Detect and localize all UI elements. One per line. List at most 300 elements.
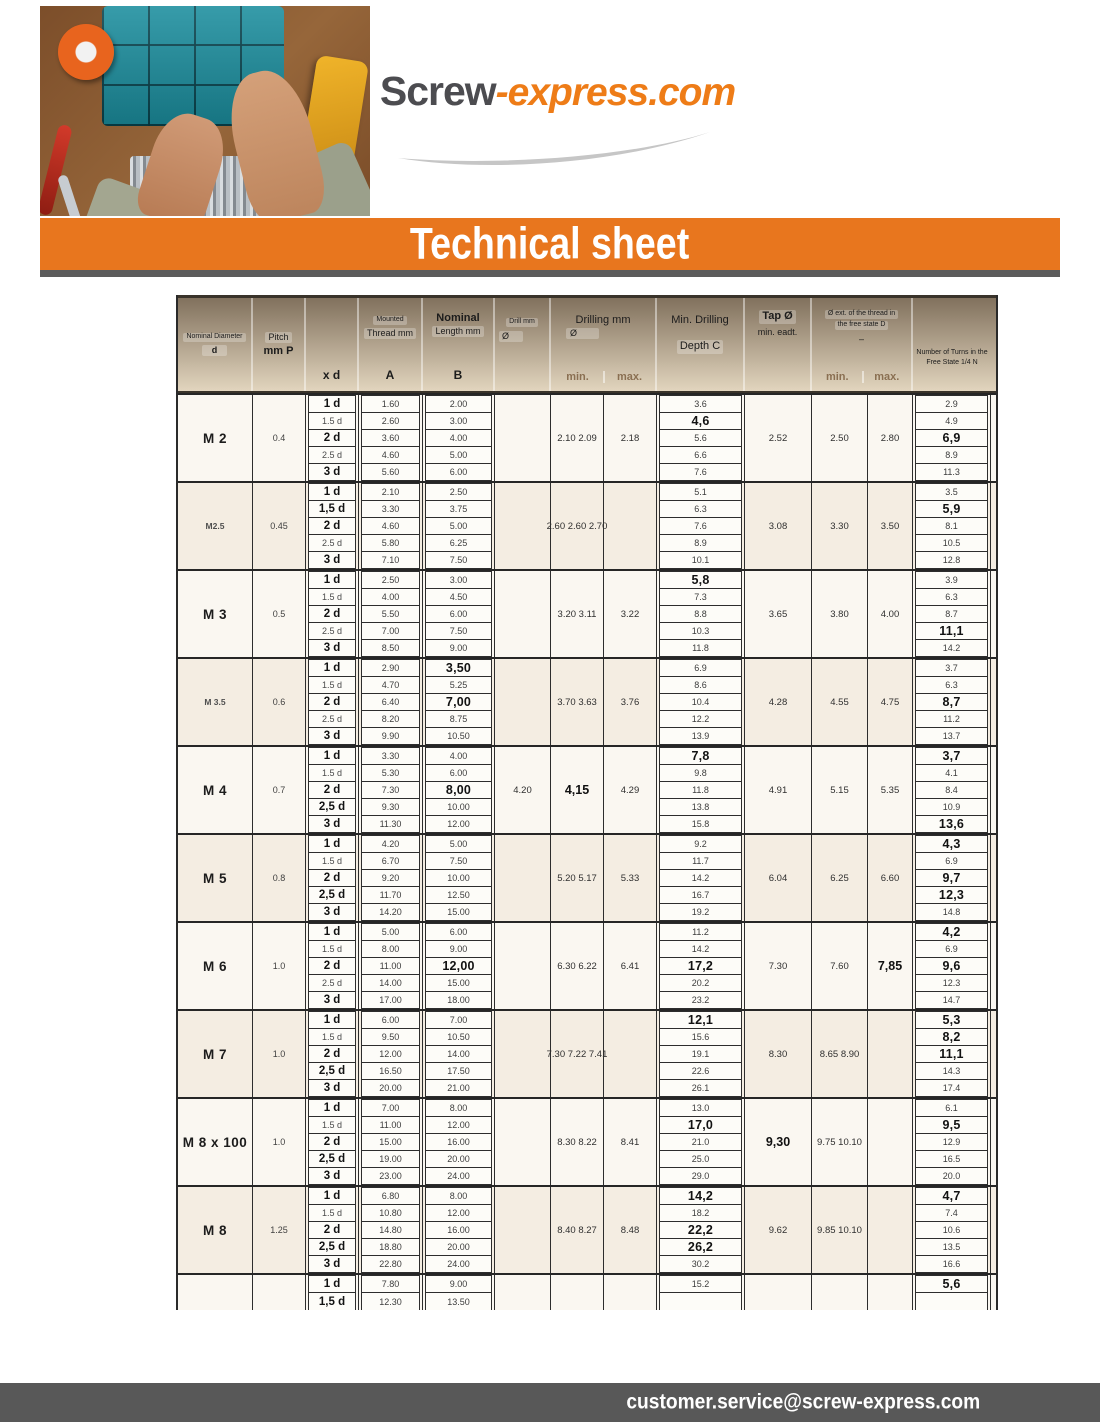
cell-diameter: M 4 (178, 747, 253, 833)
hero-band (0, 0, 1100, 218)
cell-box: 3.30 (361, 500, 420, 518)
cell-length-b (423, 835, 495, 921)
cell-box: 1.5 d (308, 852, 356, 870)
cell-box: 24.00 (425, 1255, 492, 1273)
cell-box: 8.6 (659, 676, 742, 694)
header-xd: x d (306, 298, 359, 391)
cell-freestate-min: 7.60 (812, 923, 868, 1009)
cell-box: 3.00 (425, 412, 492, 430)
cell-box: 3 d (308, 1255, 356, 1273)
cell-box: 15.8 (659, 815, 742, 833)
cell-box: 9.20 (361, 869, 420, 887)
header-freestate-min: min. (825, 371, 849, 383)
cell-box: 2 d (308, 957, 356, 975)
cell-box: 12.50 (425, 886, 492, 904)
cell-xd (306, 1099, 359, 1185)
cell-box: 2.90 (361, 659, 420, 677)
cell-box: 1.5 d (308, 588, 356, 606)
cell-box: 18.80 (361, 1238, 420, 1256)
cell-freestate-max (868, 1099, 913, 1185)
cell-box: 1.5 d (308, 1204, 356, 1222)
logo-text-express: -express.com (495, 71, 736, 114)
cell-pitch: 0.45 (253, 483, 306, 569)
cell-drilling-min: 6.30 6.22 (551, 923, 604, 1009)
cell-box: 3.60 (361, 429, 420, 447)
cell-box: 9.90 (361, 727, 420, 745)
cell-drill (495, 1275, 551, 1310)
logo-zone (370, 6, 745, 216)
banner (40, 218, 1060, 270)
cell-box: 2.00 (425, 395, 492, 413)
table-row (178, 1273, 996, 1310)
cell-box: 2 d (308, 781, 356, 799)
cell-box: 15.2 (659, 1275, 742, 1294)
cell-box: 3.6 (659, 395, 742, 413)
cell-box: 1.5 d (308, 764, 356, 782)
header-drilling-max: max. (603, 371, 654, 383)
brand-logo (370, 68, 745, 115)
cell-box: 2 d (308, 1045, 356, 1063)
cell-tap (745, 1275, 812, 1310)
cell-box: 3 d (308, 727, 356, 745)
cell-freestate-max: 3.50 (868, 483, 913, 569)
cell-depth-c (657, 747, 745, 833)
header-number-of-turns: Number of Turns in the Free State 1/4 N (916, 349, 988, 366)
cell-box: 6.40 (361, 693, 420, 711)
cell-box: 13,6 (915, 815, 988, 833)
cell-box: 14.2 (659, 869, 742, 887)
cell-box: 2.50 (425, 483, 492, 501)
cell-turns (913, 1011, 991, 1097)
cell-diameter: M 2 (178, 395, 253, 481)
cell-box: 14.20 (361, 903, 420, 921)
cell-box: 1.5 d (308, 1028, 356, 1046)
cell-drilling-min: 3.70 3.63 (551, 659, 604, 745)
cell-box: 9.2 (659, 835, 742, 853)
cell-tap: 4.28 (745, 659, 812, 745)
cell-turns (913, 747, 991, 833)
cell-box: 10.80 (361, 1204, 420, 1222)
cell-box: 11.8 (659, 639, 742, 657)
cell-box: 4,2 (915, 923, 988, 941)
cell-box: 11.00 (361, 957, 420, 975)
cell-box: 11,1 (915, 622, 988, 640)
table-row (178, 745, 996, 833)
cell-box: 3,50 (425, 659, 492, 677)
cell-box: 19.00 (361, 1150, 420, 1168)
cell-box: 22.6 (659, 1062, 742, 1080)
cell-thread-a (359, 395, 423, 481)
cell-box: 14.3 (915, 1062, 988, 1080)
cell-box: 8,7 (915, 693, 988, 711)
cell-box: 3 d (308, 639, 356, 657)
cell-box: 6.9 (915, 852, 988, 870)
cell-box: 1 d (308, 923, 356, 941)
cell-box: 7.50 (425, 622, 492, 640)
cell-box: 1.60 (361, 395, 420, 413)
cell-freestate-min (812, 1275, 868, 1310)
cell-depth-c (657, 571, 745, 657)
cell-box: 6,9 (915, 429, 988, 447)
cell-box: 4.20 (361, 835, 420, 853)
cell-box: 18.00 (425, 991, 492, 1009)
cell-pitch: 1.25 (253, 1187, 306, 1273)
cell-depth-c (657, 835, 745, 921)
cell-tap: 3.65 (745, 571, 812, 657)
header-drilling-min: min. (566, 371, 589, 383)
cell-box: 8.7 (915, 605, 988, 623)
cell-pitch: 0.4 (253, 395, 306, 481)
cell-diameter: M 3 (178, 571, 253, 657)
cell-box: 12.9 (915, 1133, 988, 1151)
cell-drill (495, 1187, 551, 1273)
cell-box: 3.9 (915, 571, 988, 589)
cell-box: 1 d (308, 1187, 356, 1205)
cell-box: 16.00 (425, 1133, 492, 1151)
table-row (178, 393, 996, 481)
cell-box: 1.5 d (308, 412, 356, 430)
cell-box: 9.8 (659, 764, 742, 782)
cell-box: 3 d (308, 991, 356, 1009)
cell-thread-a (359, 483, 423, 569)
table-row (178, 1097, 996, 1185)
cell-pitch: 1.0 (253, 923, 306, 1009)
cell-box: 1 d (308, 1099, 356, 1117)
cell-box: 2,5 d (308, 1238, 356, 1256)
cell-box: 5.6 (659, 429, 742, 447)
cell-box: 2 d (308, 429, 356, 447)
cell-box: 4.70 (361, 676, 420, 694)
cell-drill (495, 835, 551, 921)
cell-box: 3 d (308, 1079, 356, 1097)
cell-freestate-max: 4.00 (868, 571, 913, 657)
header-freestate-max: max. (862, 371, 911, 383)
cell-box: 11.2 (915, 710, 988, 728)
cell-box: 2,5 d (308, 798, 356, 816)
cell-box: 2.5 d (308, 534, 356, 552)
cell-drill (495, 571, 551, 657)
cell-box: 13.50 (425, 1292, 492, 1310)
cell-box: 6.3 (659, 500, 742, 518)
cell-tap: 7.30 (745, 923, 812, 1009)
cell-depth-c (657, 483, 745, 569)
cell-drill (495, 659, 551, 745)
cell-drilling-max: 8.48 (604, 1187, 657, 1273)
header-nominal-length: Nominal Length mm B (423, 298, 495, 391)
cell-drilling-max (604, 483, 657, 569)
cell-box: 11.00 (361, 1116, 420, 1134)
cell-box: 3 d (308, 903, 356, 921)
cell-length-b (423, 483, 495, 569)
header-nominal-diameter: Nominal Diameter d (178, 298, 253, 391)
cell-box: 10.9 (915, 798, 988, 816)
cell-tap: 9.62 (745, 1187, 812, 1273)
cell-pitch: 1.0 (253, 1099, 306, 1185)
cell-box: 4.00 (425, 747, 492, 765)
cell-tap: 4.91 (745, 747, 812, 833)
screws-pile-photo (745, 6, 1060, 216)
cell-thread-a (359, 835, 423, 921)
cell-box: 11.3 (915, 463, 988, 481)
cell-xd (306, 747, 359, 833)
cell-box: 19.1 (659, 1045, 742, 1063)
cell-box: 3.00 (425, 571, 492, 589)
cell-freestate-max (868, 1275, 913, 1310)
cell-drilling-min: 3.20 3.11 (551, 571, 604, 657)
cell-box: 15.00 (361, 1133, 420, 1151)
cell-pitch: 0.7 (253, 747, 306, 833)
cell-box: 2.9 (915, 395, 988, 413)
cell-xd (306, 659, 359, 745)
cell-freestate-min: 5.15 (812, 747, 868, 833)
cell-box: 4,6 (659, 412, 742, 430)
cell-box: 10.50 (425, 1028, 492, 1046)
cell-box: 2.5 d (308, 974, 356, 992)
cell-depth-c (657, 659, 745, 745)
cell-box: 2 d (308, 693, 356, 711)
cell-box: 12.00 (425, 1204, 492, 1222)
cell-box: 15.6 (659, 1028, 742, 1046)
cell-box: 7.4 (915, 1204, 988, 1222)
cell-box: 11.70 (361, 886, 420, 904)
cell-box: 5,9 (915, 500, 988, 518)
header-pitch: Pitch mm P (253, 298, 306, 391)
cell-turns (913, 1275, 991, 1310)
cell-box: 9.00 (425, 940, 492, 958)
cell-box: 12,1 (659, 1011, 742, 1029)
cell-box: 13.7 (915, 727, 988, 745)
cell-box: 10.1 (659, 551, 742, 569)
cell-drilling-min: 7.30 7.22 7.41 (551, 1011, 604, 1097)
cell-thread-a (359, 659, 423, 745)
cell-thread-a (359, 1187, 423, 1273)
cell-box: 7.50 (425, 551, 492, 569)
cell-box: 3.75 (425, 500, 492, 518)
cell-box: 5.1 (659, 483, 742, 501)
cell-box: 13.0 (659, 1099, 742, 1117)
table-row (178, 921, 996, 1009)
cell-freestate-max: 2.80 (868, 395, 913, 481)
cell-freestate-max (868, 1011, 913, 1097)
cell-box: 6.00 (425, 605, 492, 623)
table-header (178, 295, 996, 393)
cell-box: 4,3 (915, 835, 988, 853)
cell-box: 9.30 (361, 798, 420, 816)
cell-box: 10.50 (425, 727, 492, 745)
cell-box: 1.5 d (308, 676, 356, 694)
cell-freestate-min: 3.80 (812, 571, 868, 657)
cell-box: 9.00 (425, 1275, 492, 1294)
cell-box: 7.00 (361, 1099, 420, 1117)
cell-thread-a (359, 747, 423, 833)
cell-box: 7,00 (425, 693, 492, 711)
cell-diameter: M 5 (178, 835, 253, 921)
cell-box: 6.00 (361, 1011, 420, 1029)
cell-box: 23.00 (361, 1167, 420, 1185)
cell-depth-c (657, 923, 745, 1009)
cell-length-b (423, 395, 495, 481)
cell-drill (495, 1099, 551, 1185)
table-row (178, 1185, 996, 1273)
cell-box: 12.00 (425, 1116, 492, 1134)
cell-box: 10.6 (915, 1221, 988, 1239)
cell-pitch: 0.5 (253, 571, 306, 657)
cell-drilling-max: 3.76 (604, 659, 657, 745)
cell-turns (913, 1099, 991, 1185)
cell-box: 9,6 (915, 957, 988, 975)
cell-box: 5.00 (425, 517, 492, 535)
header-drilling-mm: Drilling mm Ø min. max. (551, 298, 657, 391)
cell-box: 2.5 d (308, 446, 356, 464)
contact-email: customer.service@screw-express.com (626, 1390, 981, 1414)
cell-box: 11.7 (659, 852, 742, 870)
cell-box: 2 d (308, 1133, 356, 1151)
cell-drill (495, 923, 551, 1009)
cell-diameter: M 3.5 (178, 659, 253, 745)
cell-freestate-min: 3.30 (812, 483, 868, 569)
cell-box: 4.1 (915, 764, 988, 782)
cell-box: 9,7 (915, 869, 988, 887)
cell-box: 2,5 d (308, 1150, 356, 1168)
cell-box: 4.60 (361, 517, 420, 535)
cell-depth-c (657, 1275, 745, 1310)
cell-turns (913, 659, 991, 745)
cell-drilling-max: 4.29 (604, 747, 657, 833)
cell-turns (913, 395, 991, 481)
cell-box: 4.9 (915, 412, 988, 430)
cell-box: 16.6 (915, 1255, 988, 1273)
cell-box: 12.00 (425, 815, 492, 833)
cell-box: 6.00 (425, 923, 492, 941)
cell-box: 18.2 (659, 1204, 742, 1222)
cell-thread-a (359, 1099, 423, 1185)
table-row (178, 833, 996, 921)
cell-tap: 3.08 (745, 483, 812, 569)
cell-box: 8,2 (915, 1028, 988, 1046)
cell-box: 15.00 (425, 974, 492, 992)
cell-box: 5.25 (425, 676, 492, 694)
cell-box: 1 d (308, 747, 356, 765)
workbench-photo (40, 6, 370, 216)
cell-xd (306, 571, 359, 657)
cell-freestate-min: 4.55 (812, 659, 868, 745)
cell-xd (306, 395, 359, 481)
cell-box: 10.00 (425, 798, 492, 816)
cell-box: 3 d (308, 551, 356, 569)
cell-diameter (178, 1275, 253, 1310)
logo-text-screw: Screw (379, 68, 496, 114)
cell-box: 13.5 (915, 1238, 988, 1256)
cell-box: 2,5 d (308, 886, 356, 904)
cell-box: 7.00 (425, 1011, 492, 1029)
cell-box: 4.00 (361, 588, 420, 606)
cell-box: 14.80 (361, 1221, 420, 1239)
cell-box: 8.4 (915, 781, 988, 799)
cell-drilling-min: 8.30 8.22 (551, 1099, 604, 1185)
cell-length-b (423, 923, 495, 1009)
cell-drilling-max: 2.18 (604, 395, 657, 481)
cell-xd (306, 1275, 359, 1310)
cell-box: 7.50 (425, 852, 492, 870)
cell-length-b (423, 1275, 495, 1310)
cell-box: 8,00 (425, 781, 492, 799)
header-tap: Tap Ø min. eadt. (745, 298, 812, 391)
cell-xd (306, 835, 359, 921)
cell-drilling-max: 8.41 (604, 1099, 657, 1185)
cell-xd (306, 1187, 359, 1273)
cell-freestate-max (868, 1187, 913, 1273)
cell-box: 15.00 (425, 903, 492, 921)
cell-box: 11.2 (659, 923, 742, 941)
cell-pitch (253, 1275, 306, 1310)
cell-box: 4.00 (425, 429, 492, 447)
cell-box: 5,6 (915, 1275, 988, 1294)
cell-box: 11,1 (915, 1045, 988, 1063)
cell-box: 20.0 (915, 1167, 988, 1185)
cell-box: 14.2 (659, 940, 742, 958)
cell-turns (913, 923, 991, 1009)
cell-box: 4.60 (361, 446, 420, 464)
cell-thread-a (359, 1275, 423, 1310)
cell-pitch: 0.8 (253, 835, 306, 921)
cell-box: 1.5 d (308, 1116, 356, 1134)
cell-box: 20.00 (425, 1238, 492, 1256)
cell-box: 7.6 (659, 463, 742, 481)
cell-box: 10.5 (915, 534, 988, 552)
cell-box: 21.00 (425, 1079, 492, 1097)
cell-drilling-max (604, 1011, 657, 1097)
cell-box: 29.0 (659, 1167, 742, 1185)
cell-box: 1.5 d (308, 940, 356, 958)
cell-box: 11.30 (361, 815, 420, 833)
cell-box: 9.00 (425, 639, 492, 657)
cell-freestate-min: 2.50 (812, 395, 868, 481)
cell-pitch: 0.6 (253, 659, 306, 745)
cell-box: 6.80 (361, 1187, 420, 1205)
cell-xd (306, 483, 359, 569)
cell-box (915, 1292, 988, 1310)
cell-depth-c (657, 1011, 745, 1097)
cell-box: 9,5 (915, 1116, 988, 1134)
cell-box: 11.8 (659, 781, 742, 799)
cell-box: 6.6 (659, 446, 742, 464)
cell-box: 6.1 (915, 1099, 988, 1117)
cell-box: 26.1 (659, 1079, 742, 1097)
cell-thread-a (359, 1011, 423, 1097)
cell-box: 1,5 d (308, 1292, 356, 1310)
cell-box: 21.0 (659, 1133, 742, 1151)
cell-box: 4,7 (915, 1187, 988, 1205)
cell-turns (913, 1187, 991, 1273)
cell-box: 14.00 (425, 1045, 492, 1063)
cell-turns (913, 483, 991, 569)
cell-box: 8.8 (659, 605, 742, 623)
table-row (178, 569, 996, 657)
cell-box: 17.50 (425, 1062, 492, 1080)
cell-freestate-min: 6.25 (812, 835, 868, 921)
cell-box: 2.5 d (308, 710, 356, 728)
table-row (178, 481, 996, 569)
cell-freestate-max: 7,85 (868, 923, 913, 1009)
cell-box: 10.00 (425, 869, 492, 887)
cell-box: 6.00 (425, 764, 492, 782)
spec-table (176, 295, 998, 1310)
header-mounted-thread: Mounted Thread mm A (359, 298, 423, 391)
cell-freestate-max: 6.60 (868, 835, 913, 921)
cell-box: 13.9 (659, 727, 742, 745)
cell-drilling-max: 3.22 (604, 571, 657, 657)
cell-box: 7.30 (361, 781, 420, 799)
